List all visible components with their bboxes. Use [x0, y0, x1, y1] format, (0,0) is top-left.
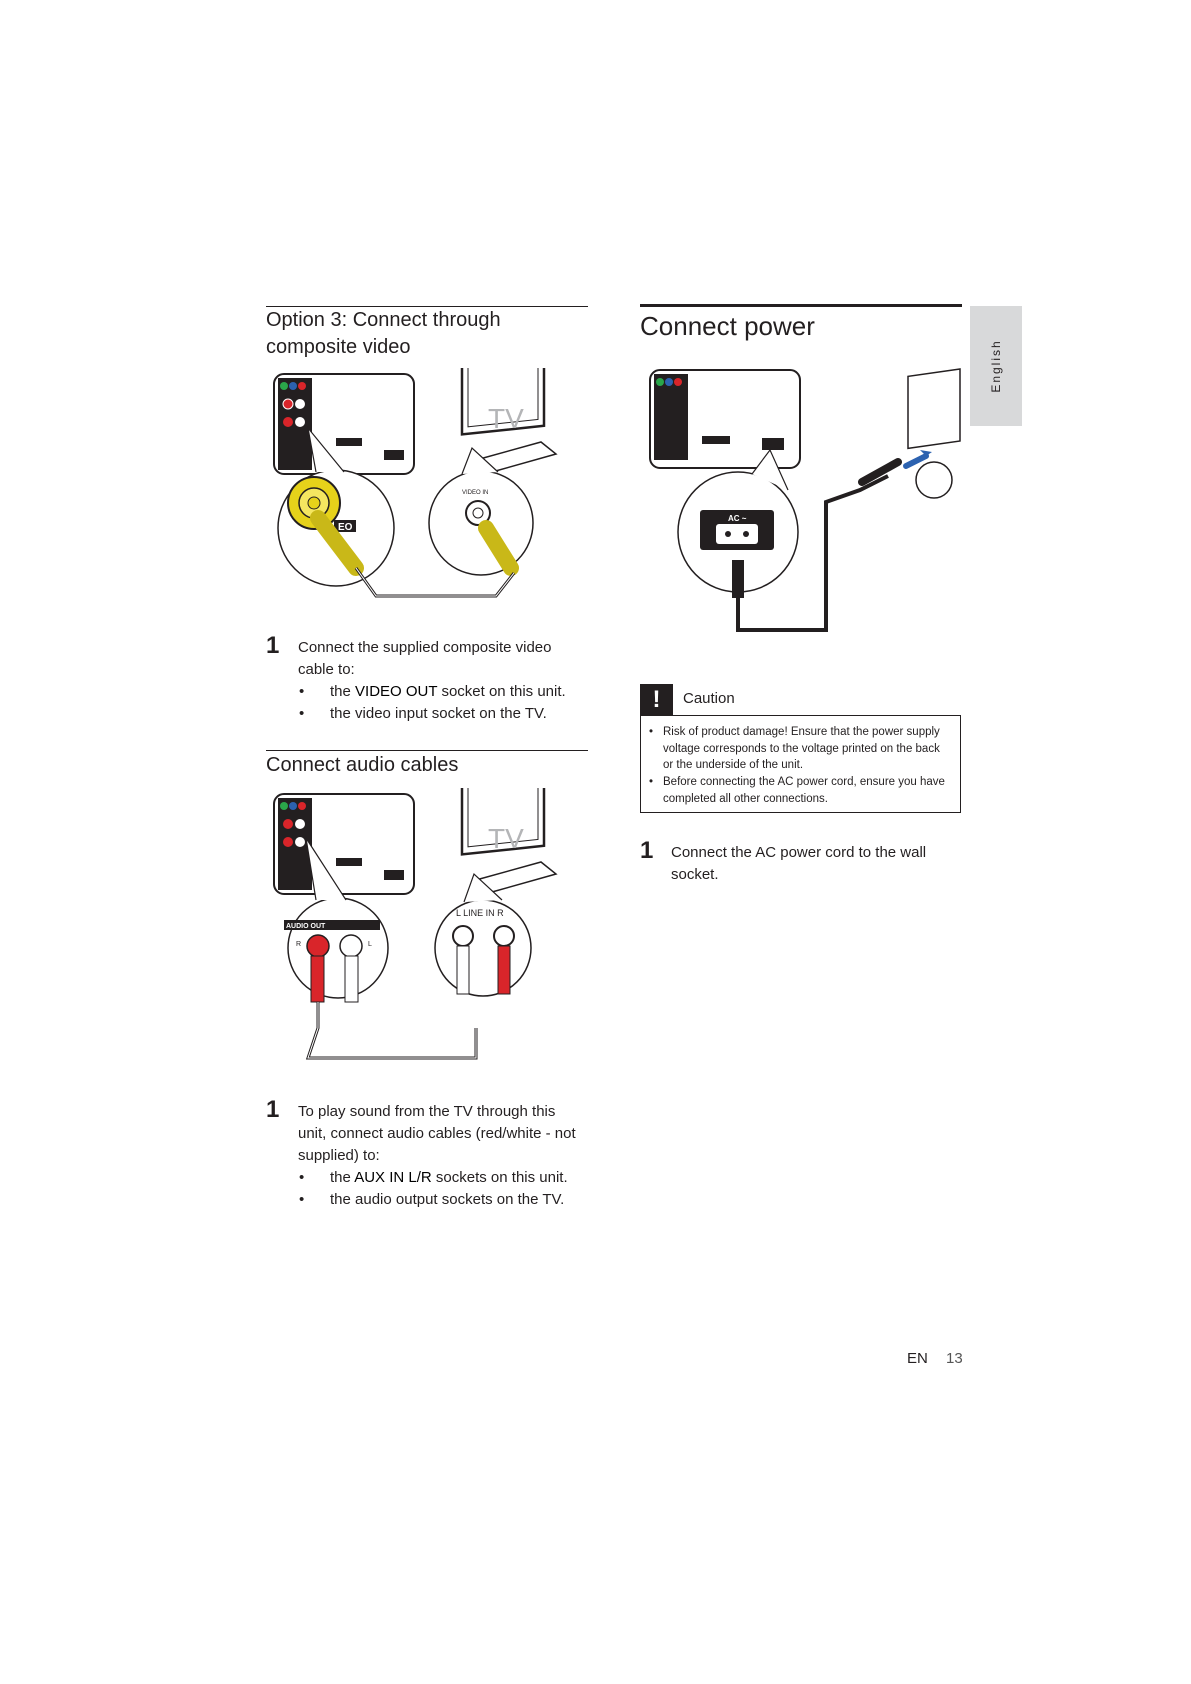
step-text-line: supplied) to: [298, 1147, 380, 1164]
zoom-circle-unit [288, 898, 388, 998]
composite-video-diagram [266, 368, 596, 608]
power-plug [732, 560, 744, 598]
side-tab-label: English [989, 339, 1003, 393]
step-text [671, 842, 971, 886]
caution-title: Caution [683, 690, 735, 707]
section-rule [640, 304, 962, 307]
tv-label: TV [488, 403, 524, 434]
unit-rear-panel [650, 370, 800, 468]
step-number: 1 [266, 1096, 280, 1123]
white-plug-tv [457, 946, 469, 994]
step-text-line: cable to: [298, 661, 355, 678]
unit-rear-panel [274, 374, 414, 474]
heading-line: Option 3: Connect through [266, 309, 501, 331]
step-text-line: unit, connect audio cables (red/white - not [298, 1125, 576, 1142]
heading-line: composite video [266, 336, 411, 358]
step-text-line: Connect the AC power cord to the wall [671, 844, 927, 861]
white-plug [345, 956, 358, 1002]
red-plug-tv [498, 946, 510, 994]
r-label: R [296, 941, 302, 948]
insert-arrow [906, 456, 926, 466]
power-diagram [640, 362, 970, 642]
step-text-line: Connect the supplied composite video [298, 639, 552, 656]
caution-box: • Risk of product damage! Ensure that the power supply voltage corresponds to the voltage printed on the back or the underside of the unit. • Before connecting the AC power cord, ensure you have completed all other connections. [640, 715, 961, 813]
page-number: 13 [946, 1350, 963, 1367]
section-heading-composite [266, 307, 588, 361]
line-in-label: L LINE IN R [456, 908, 504, 918]
page-title: Connect power [640, 311, 815, 341]
key-term: AUX IN L/R [354, 1169, 432, 1186]
video-in-label: VIDEO IN [462, 490, 489, 496]
audio-cable-diagram [266, 788, 596, 1068]
step-text [298, 637, 598, 681]
red-socket [307, 935, 329, 957]
language-side-tab [970, 306, 1022, 426]
footer-language: EN [907, 1350, 928, 1367]
section-rule [266, 750, 588, 751]
white-socket [340, 935, 362, 957]
step-number: 1 [640, 837, 654, 864]
caution-icon: ! [640, 684, 673, 716]
step-text-line: socket. [671, 866, 719, 883]
unit-rear-panel [274, 794, 414, 894]
step-text-line: To play sound from the TV through this [298, 1103, 556, 1120]
key-term: VIDEO OUT [355, 683, 438, 700]
step-text [298, 1101, 598, 1167]
tv-label: TV [488, 823, 524, 854]
audio-out-label: AUDIO OUT [286, 923, 326, 930]
ac-label: AC ~ [728, 514, 747, 523]
unit-socket-label: EO [338, 522, 353, 533]
red-plug [311, 956, 324, 1002]
section-heading-audio: Connect audio cables [266, 754, 459, 776]
l-label: L [368, 941, 372, 948]
wall-socket [908, 369, 960, 498]
step-number: 1 [266, 632, 280, 659]
audio-cable [308, 1002, 476, 1058]
